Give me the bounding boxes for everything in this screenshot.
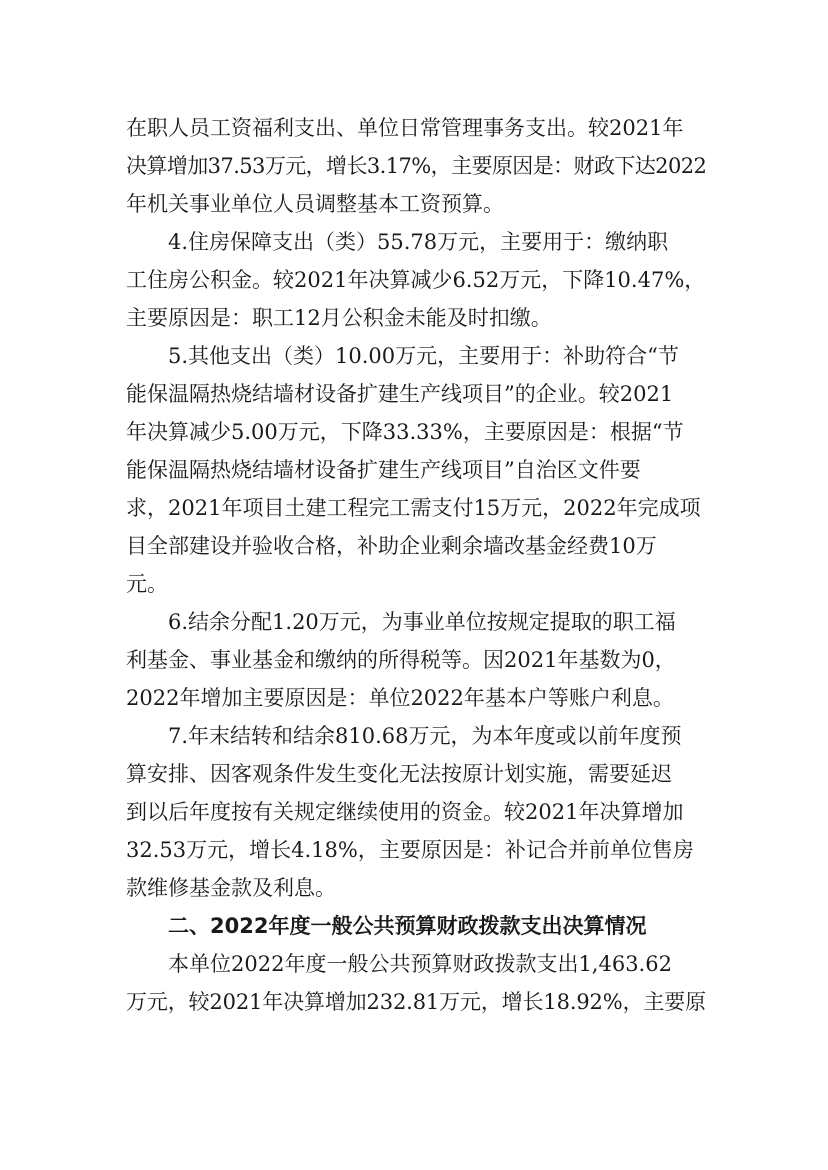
section-heading: 二、2022年度一般公共预算财政拨款支出决算情况 (168, 914, 647, 938)
text-line: 能保温隔热烧结墙材设备扩建生产线项目”的企业。较2021 (126, 382, 674, 406)
text-line: 7.年末结转和结余810.68万元，为本年度或以前年度预 (168, 724, 682, 748)
text-line: 本单位2022年度一般公共预算财政拨款支出1,463.62 (168, 952, 672, 976)
text-line: 在职人员工资福利支出、单位日常管理事务支出。较2021年 (126, 116, 684, 140)
text-line: 目全部建设并验收合格，补助企业剩余墙改基金经费10万 (126, 534, 657, 558)
text-line: 2022年增加主要原因是：单位2022年基本户等账户利息。 (126, 686, 674, 710)
text-line: 能保温隔热烧结墙材设备扩建生产线项目”自治区文件要 (126, 458, 641, 482)
text-line: 求，2021年项目土建工程完工需支付15万元，2022年完成项 (126, 496, 701, 520)
text-line: 决算增加37.53万元，增长3.17%，主要原因是：财政下达2022 (126, 154, 707, 178)
text-line: 元。 (126, 572, 168, 596)
text-line: 6.结余分配1.20万元，为事业单位按规定提取的职工福 (168, 610, 676, 634)
text-line: 年机关事业单位人员调整基本工资预算。 (126, 192, 504, 216)
text-line: 万元，较2021年决算增加232.81万元，增长18.92%，主要原 (126, 990, 706, 1014)
text-line: 到以后年度按有关规定继续使用的资金。较2021年决算增加 (126, 800, 684, 824)
text-line: 工住房公积金。较2021年决算减少6.52万元，下降10.47%， (126, 268, 706, 292)
text-line: 32.53万元，增长4.18%，主要原因是：补记合并前单位售房 (126, 838, 694, 862)
text-line: 年决算减少5.00万元，下降33.33%，主要原因是：根据“节 (126, 420, 684, 444)
text-line: 算安排、因客观条件发生变化无法按原计划实施，需要延迟 (126, 762, 672, 786)
text-line: 主要原因是：职工12月公积金未能及时扣缴。 (126, 306, 552, 330)
text-line: 款维修基金款及利息。 (126, 876, 336, 900)
text-line: 利基金、事业基金和缴纳的所得税等。因2021年基数为0， (126, 648, 676, 672)
text-line: 5.其他支出（类）10.00万元，主要用于：补助符合“节 (168, 344, 679, 368)
text-line: 4.住房保障支出（类）55.78万元，主要用于：缴纳职 (168, 230, 669, 254)
